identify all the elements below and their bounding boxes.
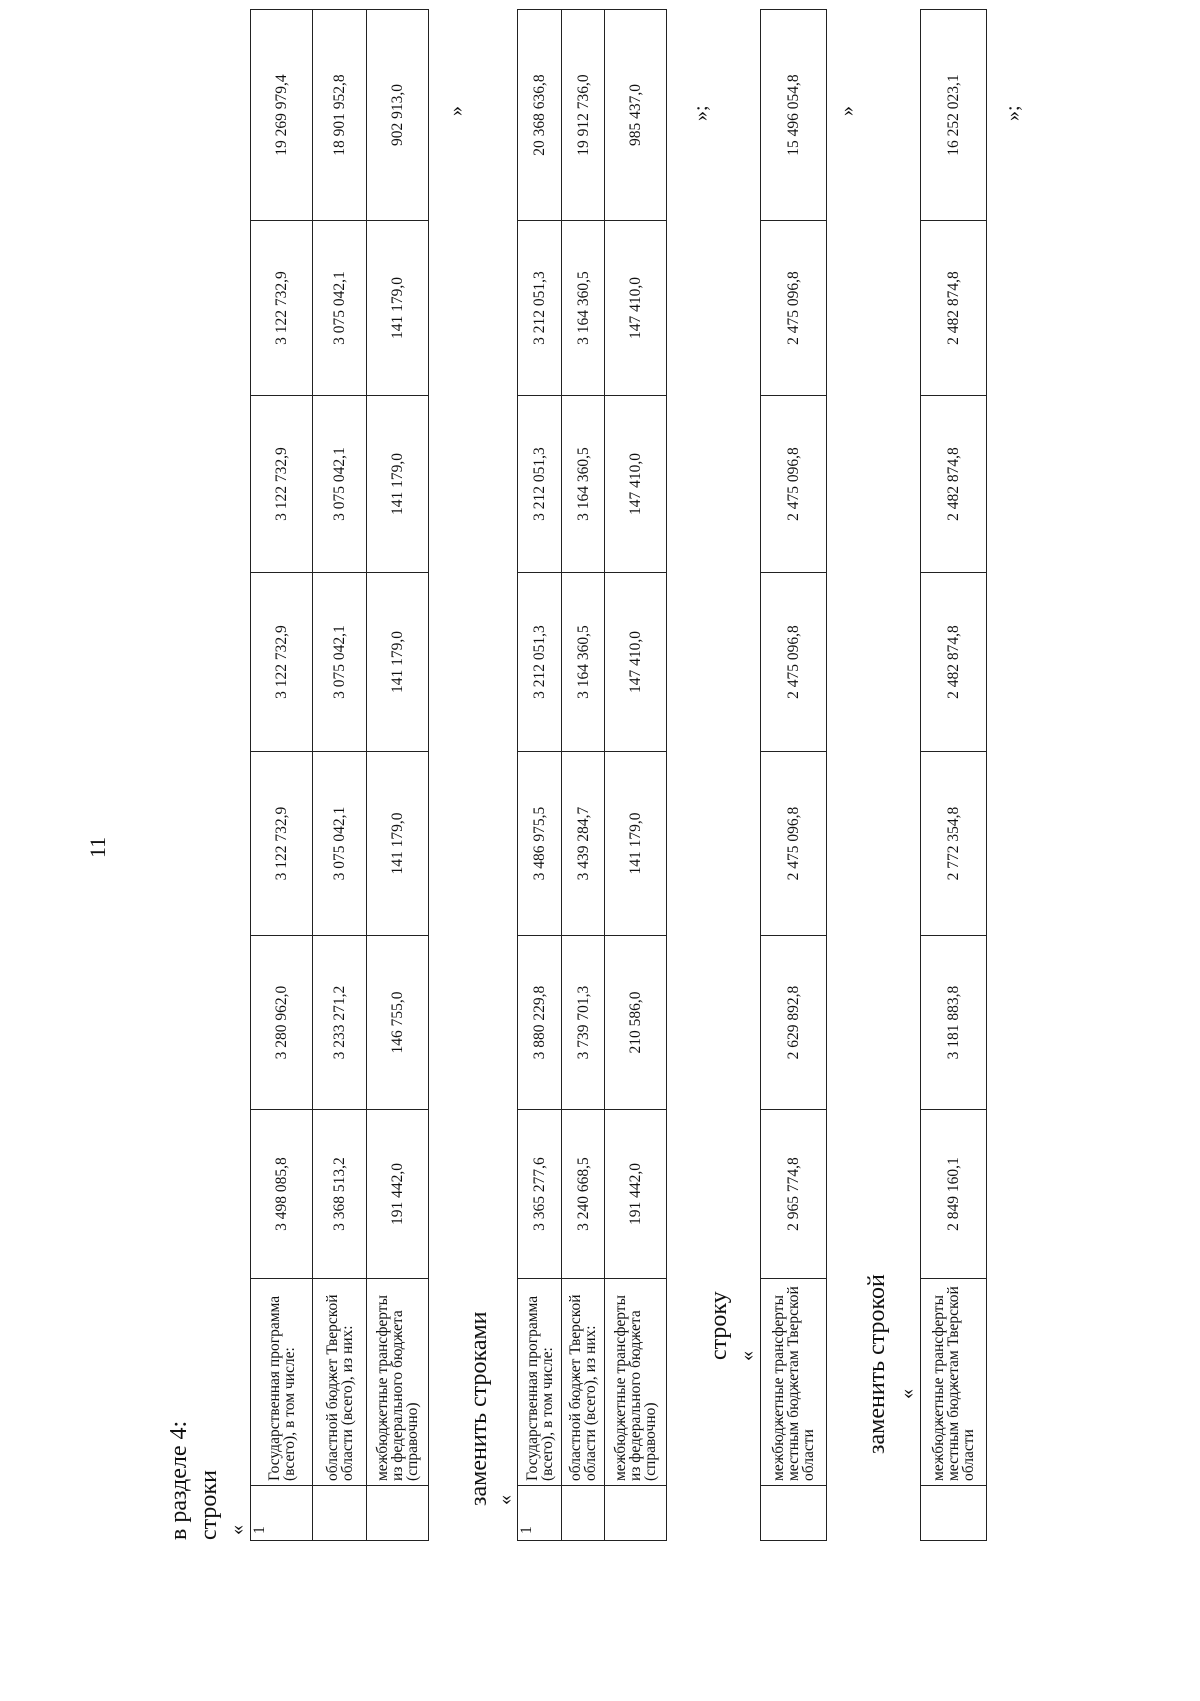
- row-name: Государственная программа (всего), в том числе:: [518, 1279, 562, 1486]
- row-index: [313, 1486, 367, 1541]
- value-cell: 3 075 042,1: [313, 573, 367, 752]
- row-name: межбюджетные трансферты из федерального бюджета (справочно): [367, 1279, 429, 1486]
- line-label: строку: [706, 1291, 732, 1360]
- table-row: [761, 10, 827, 1541]
- close-quote-3: »: [836, 106, 858, 116]
- open-quote-3: «: [736, 1351, 758, 1361]
- page-number: 11: [85, 836, 110, 858]
- value-cell: 2 475 096,8: [761, 752, 827, 936]
- close-quote-1: »: [445, 106, 467, 116]
- table-row: [605, 10, 667, 1541]
- value-cell: 2 475 096,8: [761, 573, 827, 752]
- value-cell: 3 164 360,5: [562, 396, 605, 573]
- value-cell: 3 181 883,8: [921, 936, 987, 1110]
- row-name: межбюджетные трансферты местным бюджетам Тверской области: [761, 1279, 827, 1486]
- value-cell: 3 122 732,9: [251, 221, 313, 396]
- value-cell: 147 410,0: [605, 396, 667, 573]
- table-original-program: [250, 9, 429, 1541]
- value-cell: 3 739 701,3: [562, 936, 605, 1110]
- value-cell: 191 442,0: [367, 1110, 429, 1279]
- value-cell: 3 439 284,7: [562, 752, 605, 936]
- value-cell: 2 629 892,8: [761, 936, 827, 1110]
- value-cell: 15 496 054,8: [761, 10, 827, 221]
- value-cell: 2 475 096,8: [761, 221, 827, 396]
- row-index: [605, 1486, 667, 1541]
- value-cell: 902 913,0: [367, 10, 429, 221]
- value-cell: 3 212 051,3: [518, 573, 562, 752]
- value-cell: 3 122 732,9: [251, 573, 313, 752]
- value-cell: 16 252 023,1: [921, 10, 987, 221]
- value-cell: 3 122 732,9: [251, 752, 313, 936]
- value-cell: 3 075 042,1: [313, 752, 367, 936]
- table-row: [518, 10, 562, 1541]
- table-row: [562, 10, 605, 1541]
- value-cell: 3 122 732,9: [251, 396, 313, 573]
- value-cell: 141 179,0: [367, 573, 429, 752]
- table-new-transfers: [920, 9, 987, 1541]
- value-cell: 2 772 354,8: [921, 752, 987, 936]
- value-cell: 3 280 962,0: [251, 936, 313, 1110]
- value-cell: 3 365 277,6: [518, 1110, 562, 1279]
- replace-lines-label: заменить строками: [466, 1311, 492, 1506]
- value-cell: 147 410,0: [605, 573, 667, 752]
- value-cell: 141 179,0: [605, 752, 667, 936]
- value-cell: 3 486 975,5: [518, 752, 562, 936]
- value-cell: 147 410,0: [605, 221, 667, 396]
- value-cell: 19 269 979,4: [251, 10, 313, 221]
- row-index: [562, 1486, 605, 1541]
- value-cell: 141 179,0: [367, 752, 429, 936]
- row-index: [367, 1486, 429, 1541]
- value-cell: 18 901 952,8: [313, 10, 367, 221]
- value-cell: 985 437,0: [605, 10, 667, 221]
- value-cell: 3 212 051,3: [518, 396, 562, 573]
- value-cell: 3 880 229,8: [518, 936, 562, 1110]
- table-row: [251, 10, 313, 1541]
- value-cell: 141 179,0: [367, 396, 429, 573]
- row-name: областной бюджет Тверской области (всего), из них:: [562, 1279, 605, 1486]
- value-cell: 20 368 636,8: [518, 10, 562, 221]
- table-row: [367, 10, 429, 1541]
- row-name: межбюджетные трансферты из федерального бюджета (справочно): [605, 1279, 667, 1486]
- value-cell: 3 233 271,2: [313, 936, 367, 1110]
- value-cell: 3 212 051,3: [518, 221, 562, 396]
- replace-line-label: заменить строкой: [864, 1274, 890, 1454]
- value-cell: 2 849 160,1: [921, 1110, 987, 1279]
- open-quote-2: «: [494, 1495, 516, 1505]
- value-cell: 3 075 042,1: [313, 221, 367, 396]
- row-index: [761, 1486, 827, 1541]
- value-cell: 2 482 874,8: [921, 573, 987, 752]
- section-heading: в разделе 4:: [166, 1420, 192, 1540]
- row-name: межбюджетные трансферты местным бюджетам Тверской области: [921, 1279, 987, 1486]
- table-new-program: [517, 9, 667, 1541]
- value-cell: 3 075 042,1: [313, 396, 367, 573]
- value-cell: 2 965 774,8: [761, 1110, 827, 1279]
- row-name: Государственная программа (всего), в том числе:: [251, 1279, 313, 1486]
- value-cell: 3 240 668,5: [562, 1110, 605, 1279]
- value-cell: 2 475 096,8: [761, 396, 827, 573]
- row-name: областной бюджет Тверской области (всего), из них:: [313, 1279, 367, 1486]
- value-cell: 141 179,0: [367, 221, 429, 396]
- row-index: 1: [518, 1486, 562, 1541]
- value-cell: 146 755,0: [367, 936, 429, 1110]
- value-cell: 19 912 736,0: [562, 10, 605, 221]
- value-cell: 3 498 085,8: [251, 1110, 313, 1279]
- value-cell: 3 164 360,5: [562, 221, 605, 396]
- value-cell: 2 482 874,8: [921, 221, 987, 396]
- value-cell: 3 164 360,5: [562, 573, 605, 752]
- lines-label: строки: [196, 1470, 222, 1540]
- open-quote-1: «: [226, 1525, 248, 1535]
- value-cell: 210 586,0: [605, 936, 667, 1110]
- close-quote-2: »;: [690, 105, 712, 121]
- close-quote-4: »;: [1002, 105, 1024, 121]
- row-index: [921, 1486, 987, 1541]
- value-cell: 191 442,0: [605, 1110, 667, 1279]
- table-row: [313, 10, 367, 1541]
- table-original-transfers: [760, 9, 827, 1541]
- value-cell: 2 482 874,8: [921, 396, 987, 573]
- value-cell: 3 368 513,2: [313, 1110, 367, 1279]
- open-quote-4: «: [896, 1389, 918, 1399]
- row-index: 1: [251, 1486, 313, 1541]
- table-row: [921, 10, 987, 1541]
